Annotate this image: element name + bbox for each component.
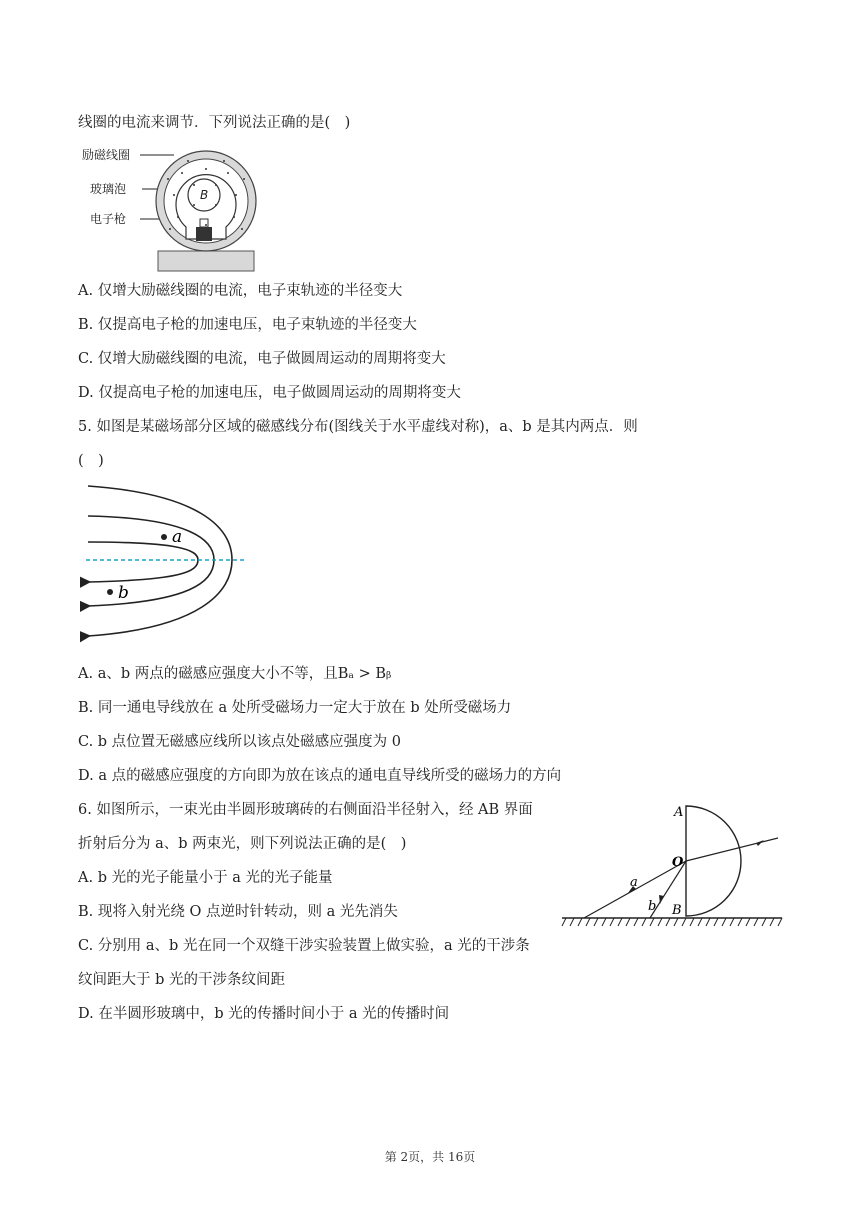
q5-label-a: a <box>172 527 183 547</box>
q4-figure <box>78 143 278 273</box>
q4-option-a: A. 仅增大励磁线圈的电流，电子束轨迹的半径变大 <box>78 283 403 299</box>
q6-option-d: D. 在半圆形玻璃中，b 光的传播时间小于 a 光的传播时间 <box>78 1006 450 1022</box>
q6-label-A: A <box>674 805 684 820</box>
q6-figure <box>560 800 786 930</box>
q4-label-gun: 电子枪 <box>90 212 127 226</box>
field-line-3 <box>88 542 198 582</box>
q5-figure <box>80 478 260 644</box>
q5-stem-line2: ( ) <box>78 453 104 469</box>
q6-stem-line2: 折射后分为 a、b 两束光，则下列说法正确的是( ) <box>78 836 407 852</box>
q4-stem-tail: 线圈的电流来调节．下列说法正确的是( ) <box>78 115 351 131</box>
q4-option-d: D. 仅提高电子枪的加速电压，电子做圆周运动的周期将变大 <box>78 385 461 401</box>
q5-option-d: D. a 点的磁感应强度的方向即为放在该点的通电直导线所受的磁场力的方向 <box>78 768 562 784</box>
q5-stem-line1: 5. 如图是某磁场部分区域的磁感线分布(图线关于水平虚线对称)，a、b 是其内两点．则 <box>78 419 638 435</box>
q6-stem-line1: 6. 如图所示，一束光由半圆形玻璃砖的右侧面沿半径射入，经 AB 界面 <box>78 802 533 818</box>
q4-option-b: B. 仅提高电子枪的加速电压，电子束轨迹的半径变大 <box>78 317 417 333</box>
q6-label-O: O <box>672 855 684 870</box>
q6-label-B: B <box>672 903 682 918</box>
q4-option-c: C. 仅增大励磁线圈的电流，电子做圆周运动的周期将变大 <box>78 351 446 367</box>
field-line-2 <box>88 516 214 606</box>
q4-label-coil: 励磁线圈 <box>82 148 131 162</box>
q6-option-c-line1: C. 分别用 a、b 光在同一个双缝干涉实验装置上做实验，a 光的干涉条 <box>78 938 530 954</box>
q6-option-a: A. b 光的光子能量小于 a 光的光子能量 <box>78 870 333 886</box>
page-footer: 第 2页，共 16页 <box>384 1150 476 1164</box>
q4-label-bulb: 玻璃泡 <box>90 182 127 196</box>
q4-label-B: B <box>200 188 209 202</box>
q5-option-b: B. 同一通电导线放在 a 处所受磁场力一定大于放在 b 处所受磁场力 <box>78 700 512 716</box>
q5-option-c: C. b 点位置无磁感应线所以该点处磁感应强度为 0 <box>78 734 402 750</box>
q6-label-b: b <box>648 899 657 914</box>
field-line-1 <box>88 486 232 636</box>
ground-hatching <box>562 918 782 926</box>
q6-label-a: a <box>630 875 638 890</box>
q6-option-b: B. 现将入射光绕 O 点逆时针转动，则 a 光先消失 <box>78 904 398 920</box>
semicircle-glass <box>686 806 741 916</box>
q6-option-c-line2: 纹间距大于 b 光的干涉条纹间距 <box>78 972 285 988</box>
point-b <box>107 589 113 595</box>
point-a <box>161 534 167 540</box>
q5-option-a: A. a、b 两点的磁感应强度大小不等，且Bₐ > Bᵦ <box>78 666 392 682</box>
q5-label-b: b <box>118 583 129 603</box>
